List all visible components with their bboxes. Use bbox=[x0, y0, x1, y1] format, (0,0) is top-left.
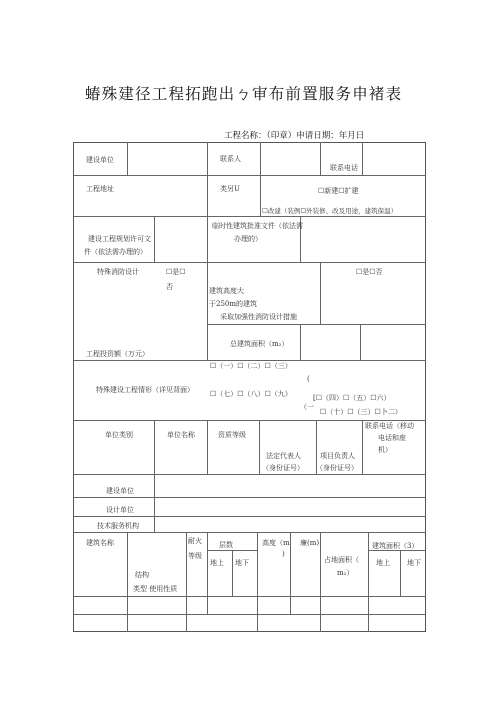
header-legal-rep-id: （身份证号） bbox=[262, 464, 304, 472]
header-fire-resistance: 耐火 bbox=[188, 537, 202, 545]
options-row-1: ☐（一）☐（二）☐（三） bbox=[210, 362, 292, 370]
row-line bbox=[73, 175, 426, 176]
col-line bbox=[320, 262, 321, 324]
header-area-above: 地上 bbox=[376, 559, 390, 567]
col-line bbox=[300, 324, 301, 360]
header-floors-above: 地上 bbox=[210, 559, 224, 567]
option-new-extend: ☐新建☐扩建 bbox=[318, 187, 359, 195]
col-line bbox=[260, 142, 261, 216]
col-line bbox=[290, 532, 291, 614]
options-row-3: ☐（十）☐（三）☐卜二） bbox=[320, 408, 402, 416]
header-mobile-2: 电话和座 bbox=[378, 434, 406, 442]
col-line bbox=[127, 532, 128, 632]
col-line bbox=[207, 532, 208, 614]
header-area-below: 地下 bbox=[407, 559, 421, 567]
label-special-case: 特殊建设工程情形（详见背面） bbox=[96, 386, 194, 394]
option-renovate: ☐改建（装例☐外装修、改及用途，建筑保温） bbox=[262, 207, 398, 215]
checkbox-no: 否 bbox=[166, 283, 173, 291]
row-build-unit: 建设单位 bbox=[106, 487, 134, 495]
page-title: 蝽殊建径工程拓跑出ㄅ审布前置服务申褚表 bbox=[85, 85, 403, 103]
header-legal-rep: 法定代表人 bbox=[266, 452, 301, 460]
options-dash: （一 bbox=[300, 403, 314, 411]
label-height-250: 于250m的建筑 bbox=[209, 300, 257, 308]
header-unit-name: 单位名称 bbox=[167, 431, 195, 439]
header-floors: 层数 bbox=[219, 541, 233, 549]
label-contact-person: 联系人 bbox=[220, 155, 241, 163]
header-floors-below: 地下 bbox=[235, 559, 249, 567]
label-category: 类另U bbox=[220, 185, 240, 193]
col-line bbox=[154, 216, 155, 262]
row-tech-service: 技术服务机构 bbox=[97, 522, 139, 530]
col-line bbox=[186, 532, 187, 632]
header-footprint-2: m₂） bbox=[337, 569, 354, 577]
col-line bbox=[362, 142, 363, 175]
row-line bbox=[73, 497, 426, 498]
options-paren: ( bbox=[307, 375, 310, 383]
label-height-gt: 建筑高度大 bbox=[209, 287, 244, 295]
label-planning-permit: 建设工程规划许可文 bbox=[88, 235, 151, 243]
col-line bbox=[368, 532, 369, 632]
col-line bbox=[207, 142, 208, 216]
row-line bbox=[73, 516, 426, 517]
header-fire-resistance-2: 等级 bbox=[188, 552, 202, 560]
options-mid: [☐（四）☐（五）☐六） bbox=[313, 394, 391, 402]
header-project-manager-id: （身份证号） bbox=[316, 464, 358, 472]
header-qualification: 资质等级 bbox=[218, 431, 246, 439]
row-line bbox=[207, 324, 426, 325]
label-contact-phone: 联系电话 bbox=[330, 164, 358, 172]
col-line bbox=[320, 142, 321, 175]
row-design-unit: 设计单位 bbox=[106, 506, 134, 514]
header-project-manager: 项目负责人 bbox=[320, 452, 355, 460]
col-line bbox=[400, 550, 401, 596]
col-line bbox=[259, 420, 260, 474]
header-building-name: 建筑名称 bbox=[86, 539, 114, 547]
row-line bbox=[73, 474, 426, 475]
col-line bbox=[232, 550, 233, 596]
label-investment: 工程投资额（万元） bbox=[86, 350, 149, 358]
label-total-area: 总建筑面积（m₂） bbox=[230, 340, 289, 348]
header-building-area: 建筑面积（3） bbox=[372, 542, 419, 550]
checkbox-yes-no-right: ☐是☐否 bbox=[356, 268, 383, 276]
label-build-unit: 建设单位 bbox=[86, 156, 114, 164]
label-temp-building: 临时性建筑批准文件（依法需 bbox=[212, 222, 303, 230]
header-unit-type: 单位类别 bbox=[105, 431, 133, 439]
label-planning-permit-2: 件（依法需办理的） bbox=[84, 248, 147, 256]
col-line bbox=[257, 532, 258, 632]
label-enhanced-fire: 采取加强性消防设计措施 bbox=[220, 313, 297, 321]
col-line bbox=[207, 420, 208, 474]
header-mobile: 联系电话（移动 bbox=[365, 422, 414, 430]
row-line bbox=[73, 262, 426, 263]
label-project-address: 工程地址 bbox=[86, 185, 114, 193]
row-line bbox=[73, 532, 426, 533]
col-line bbox=[320, 532, 321, 632]
col-line bbox=[127, 142, 128, 175]
header-footprint: 占地面积（ bbox=[324, 556, 359, 564]
header-structure: 结构 bbox=[135, 571, 149, 579]
header-length: 廉(m) bbox=[300, 539, 320, 547]
col-line bbox=[360, 324, 361, 360]
col-line bbox=[154, 474, 155, 532]
checkbox-yes-no: ☐是☐ bbox=[166, 268, 186, 276]
row-line bbox=[73, 614, 426, 615]
label-special-fire-design: 特殊消防设计 bbox=[97, 268, 139, 276]
col-line bbox=[207, 216, 208, 360]
col-line bbox=[154, 420, 155, 474]
header-type-use: 类型 使用性质 bbox=[133, 585, 178, 593]
header-height: 高度（m bbox=[262, 539, 290, 547]
form-subheading: 工程名称：（印章）申请日期：年月日 bbox=[224, 131, 365, 141]
header-height-paren: ) bbox=[282, 550, 285, 558]
row-line bbox=[73, 596, 426, 597]
label-temp-building-2: 办理的） bbox=[234, 235, 262, 243]
col-line bbox=[362, 420, 363, 474]
options-row-2: ☐（七）☐（八）☐（九） bbox=[210, 390, 292, 398]
header-mobile-3: 机） bbox=[378, 446, 392, 454]
